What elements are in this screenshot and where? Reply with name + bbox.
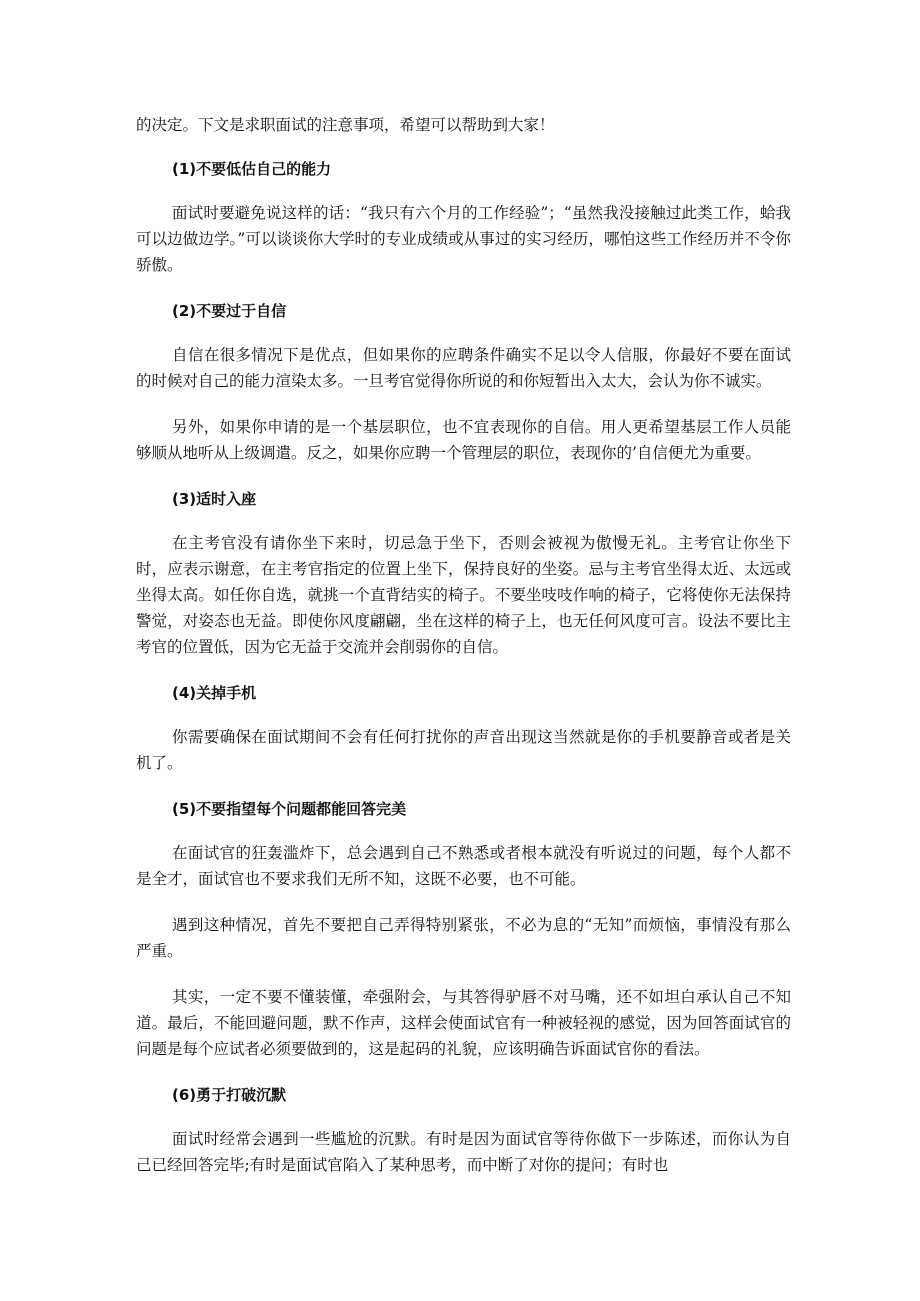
section-paragraph: 在主考官没有请你坐下来时，切忌急于坐下，否则会被视为傲慢无礼。主考官让你坐下时，应表示谢意，在主考官指定的位置上坐下，保持良好的坐姿。忌与主考官坐得太近、太远或坐得太高。如任你自选，就挑一个直背结实的椅子。不要坐吱吱作响的椅子，它将使你无法保持警觉，对姿态也无益。即使你风度翩翩，坐在这样的椅子上，也无任何风度可言。设法不要比主考官的位置低，因为它无益于交流并会削弱你的自信。	[136, 534, 791, 656]
section-heading: (3)适时入座	[172, 490, 257, 508]
section-heading: (2)不要过于自信	[172, 302, 287, 320]
section-paragraph: 你需要确保在面试期间不会有任何打扰你的声音出现这当然就是你的手机要静音或者是关机了。	[136, 728, 791, 772]
section-2	[136, 298, 791, 466]
section-4	[136, 680, 791, 776]
section-paragraph: 在面试官的狂轰滥炸下，总会遇到自己不熟悉或者根本就没有听说过的问题，每个人都不是全才，面试官也不要求我们无所不知，这既不必要，也不可能。	[136, 844, 791, 888]
section-paragraph: 另外，如果你申请的是一个基层职位，也不宜表现你的自信。用人更希望基层工作人员能够顺从地听从上级调遣。反之，如果你应聘一个管理层的职位，表现你的’自信便尤为重要。	[136, 418, 791, 462]
intro-paragraph: 的决定。下文是求职面试的注意事项，希望可以帮助到大家！	[136, 116, 555, 134]
section-paragraph: 面试时要避免说这样的话：“我只有六个月的工作经验”；“虽然我没接触过此类工作，蛤我可以边做边学。”可以谈谈你大学时的专业成绩或从事过的实习经历，哪怕这些工作经历并不令你骄傲。	[136, 204, 791, 274]
document-page	[136, 112, 791, 1198]
section-heading: (6)勇于打破沉默	[172, 1086, 287, 1104]
section-paragraph: 自信在很多情况下是优点，但如果你的应聘条件确实不足以令人信服，你最好不要在面试的时候对自己的能力渲染太多。一旦考官觉得你所说的和你短暂出入太大，会认为你不诚实。	[136, 346, 791, 390]
section-heading: (5)不要指望每个问题都能回答完美	[172, 800, 407, 818]
section-paragraph: 其实，一定不要不懂装懂，牵强附会，与其答得驴唇不对马嘴，还不如坦白承认自己不知道。最后，不能回避问题，默不作声，这样会使面试官有一种被轻视的感觉，因为回答面试官的问题是每个应试者必须要做到的，这是起码的礼貌，应该明确告诉面试官你的看法。	[136, 988, 791, 1058]
section-1	[136, 156, 791, 278]
section-3	[136, 486, 791, 660]
section-heading: (1)不要低估自己的能力	[172, 160, 332, 178]
section-5	[136, 796, 791, 1062]
section-paragraph: 面试时经常会遇到一些尴尬的沉默。有时是因为面试官等待你做下一步陈述，而你认为自己已经回答完毕;有时是面试官陷入了某种思考，而中断了对你的提问；有时也	[136, 1130, 791, 1174]
section-6	[136, 1082, 791, 1178]
section-paragraph: 遇到这种情况，首先不要把自己弄得特别紧张，不必为息的“无知”而烦恼，事情没有那么严重。	[136, 916, 791, 960]
section-heading: (4)关掉手机	[172, 684, 257, 702]
